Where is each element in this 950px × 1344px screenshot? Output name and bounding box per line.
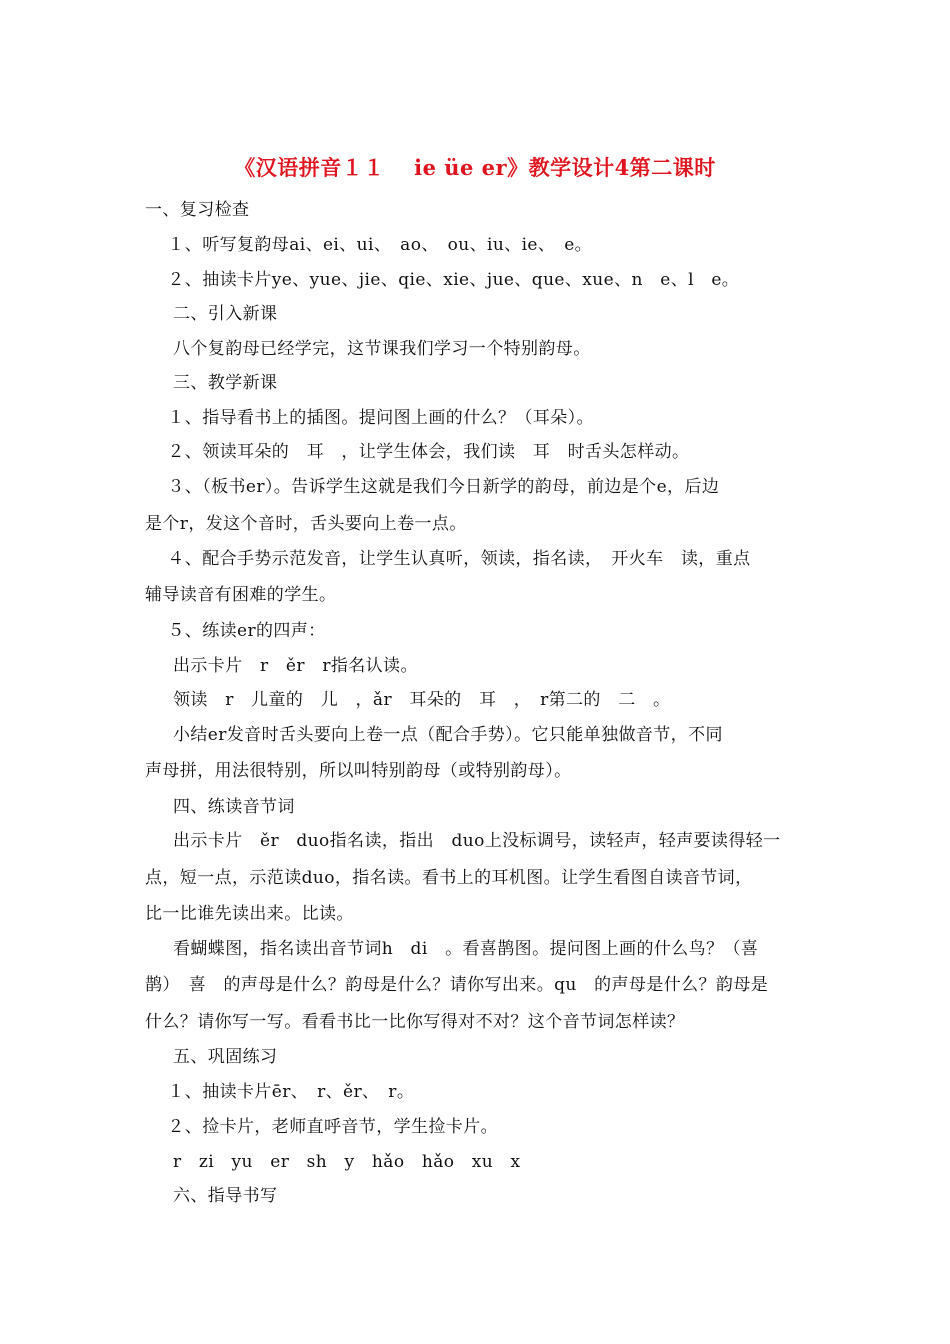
paragraph-line: ３、（板书er）。告诉学生这就是我们今日新学的韵母，前边是个e，后边 (150, 477, 720, 497)
paragraph-line: 什么？请你写一写。看看书比一比你写得对不对？这个音节词怎样读？ (145, 1012, 685, 1032)
paragraph-line: ２、捡卡片，老师直呼音节，学生捡卡片。 (150, 1117, 498, 1137)
section-heading-new-lesson: 三、教学新课 (173, 373, 278, 393)
paragraph-line: 辅导读音有困难的学生。 (145, 585, 337, 605)
paragraph-line: 出示卡片 ěr duo指名读，指出 duo上没标调号，读轻声，轻声要读得轻一 (173, 831, 781, 851)
paragraph-line: 比一比谁先读出来。比读。 (145, 904, 354, 924)
paragraph-line: 出示卡片 r ěr r指名认读。 (173, 656, 418, 676)
paragraph-line: ５、练读er的四声： (150, 621, 326, 641)
paragraph-line: r zi yu er sh y hǎo hǎo xu x (173, 1152, 521, 1172)
paragraph-line: 八个复韵母已经学完，这节课我们学习一个特别韵母。 (173, 339, 591, 359)
paragraph-line: ２、抽读卡片ye、yue、jie、qie、xie、jue、que、xue、n e、l e。 (150, 270, 740, 290)
paragraph-line: 领读 r 儿童的 儿 ，ǎr 耳朵的 耳 ， r第二的 二 。 (173, 690, 671, 710)
section-heading-writing: 六、指导书写 (173, 1186, 278, 1206)
paragraph-line: 鹊） 喜 的声母是什么？韵母是什么？请你写出来。qu 的声母是什么？韵母是 (145, 975, 769, 995)
paragraph-line: 看蝴蝶图，指名读出音节词h di 。看喜鹊图。提问图上画的什么鸟？（喜 (173, 939, 759, 959)
section-heading-intro: 二、引入新课 (173, 304, 278, 324)
section-heading-practice: 五、巩固练习 (173, 1047, 278, 1067)
paragraph-line: ４、配合手势示范发音，让学生认真听，领读，指名读， 开火车 读，重点 (150, 549, 751, 569)
paragraph-line: 声母拼，用法很特别，所以叫特别韵母（或特别韵母）。 (145, 761, 572, 781)
paragraph-line: １、听写复韵母ai、ei、ui、 ao、 ou、iu、ie、 e。 (150, 235, 593, 255)
section-heading-review: 一、复习检查 (145, 200, 250, 220)
paragraph-line: 点，短一点，示范读duo，指名读。看书上的耳机图。让学生看图自读音节词， (145, 868, 753, 888)
document-title: 《汉语拼音１１ ie üe er》教学设计4第二课时 (234, 155, 716, 180)
paragraph-line: 是个r，发这个音时，舌头要向上卷一点。 (145, 514, 467, 534)
section-heading-syllable-words: 四、练读音节词 (173, 797, 295, 817)
paragraph-line: 小结er发音时舌头要向上卷一点（配合手势）。它只能单独做音节，不同 (173, 725, 723, 745)
paragraph-line: ２、领读耳朵的 耳 ，让学生体会，我们读 耳 时舌头怎样动。 (150, 442, 690, 462)
paragraph-line: １、抽读卡片ēr、 r、ěr、 r。 (150, 1082, 415, 1102)
paragraph-line: １、指导看书上的插图。提问图上画的什么？（耳朵）。 (150, 408, 594, 428)
